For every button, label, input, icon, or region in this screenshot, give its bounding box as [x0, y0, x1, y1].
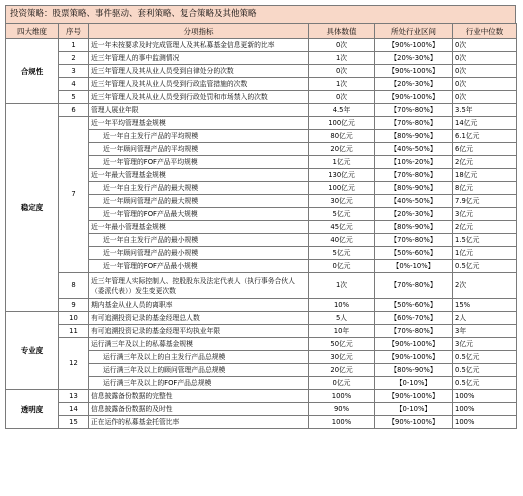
range-cell: 【90%-100%】: [375, 351, 453, 364]
table-row: [6, 416, 517, 429]
value-cell: 130亿元: [309, 169, 375, 182]
table-row: [6, 325, 517, 338]
median-cell: 0.5亿元: [453, 351, 517, 364]
table-row: [6, 338, 517, 351]
value-cell: 100亿元: [309, 117, 375, 130]
value-cell: 0亿元: [309, 377, 375, 390]
indicator-cell: 近一年最大管理基金规模: [89, 169, 309, 182]
median-cell: 18亿元: [453, 169, 517, 182]
value-cell: 90%: [309, 403, 375, 416]
row-number-cell: 9: [59, 299, 89, 312]
median-cell: 2亿元: [453, 156, 517, 169]
table-row: [6, 117, 517, 130]
row-number-cell: 8: [59, 273, 89, 299]
median-cell: 0次: [453, 52, 517, 65]
range-cell: 【70%-80%】: [375, 273, 453, 299]
value-cell: 1次: [309, 52, 375, 65]
report-container: [5, 5, 516, 429]
value-cell: 0次: [309, 39, 375, 52]
dimension-cell: 专业度: [6, 312, 59, 390]
range-cell: 【0%-10%】: [375, 260, 453, 273]
median-cell: 3.5年: [453, 104, 517, 117]
range-cell: 【90%-100%】: [375, 39, 453, 52]
median-cell: 3亿元: [453, 338, 517, 351]
range-cell: 【90%-100%】: [375, 338, 453, 351]
range-cell: 【80%-90%】: [375, 182, 453, 195]
value-cell: 5亿元: [309, 247, 375, 260]
row-number-cell: 11: [59, 325, 89, 338]
indicator-cell: 近一年未按要求及时完成管理人及其私募基金信息更新的比率: [89, 39, 309, 52]
row-number-cell: 12: [59, 338, 89, 390]
median-cell: 3亿元: [453, 208, 517, 221]
header-value: 具体数值: [309, 24, 375, 39]
value-cell: 0次: [309, 65, 375, 78]
indicator-cell: 近一年平均管理基金规模: [89, 117, 309, 130]
median-cell: 100%: [453, 390, 517, 403]
indicator-cell: 近三年管理人的事中监测情况: [89, 52, 309, 65]
range-cell: 【60%-70%】: [375, 312, 453, 325]
table-row: [6, 65, 517, 78]
table-row: [6, 312, 517, 325]
indicator-cell: 信息披露备份数据的完整性: [89, 390, 309, 403]
row-number-cell: 7: [59, 117, 89, 273]
indicator-cell: 近三年管理人及其从业人员受到行政处罚和市场禁入的次数: [89, 91, 309, 104]
median-cell: 6.1亿元: [453, 130, 517, 143]
indicator-cell: 近一年自主发行产品的平均规模: [89, 130, 309, 143]
indicator-cell: 期内基金从业人员的离职率: [89, 299, 309, 312]
indicator-cell: 运行满三年及以上的FOF产品总规模: [89, 377, 309, 390]
indicator-cell: 近一年管理的FOF产品最小规模: [89, 260, 309, 273]
indicator-cell: 运行满三年及以上的自主发行产品总规模: [89, 351, 309, 364]
indicator-cell: 运行满三年及以上的顾问管理产品总规模: [89, 364, 309, 377]
dimension-cell: 稳定度: [6, 104, 59, 312]
value-cell: 4.5年: [309, 104, 375, 117]
header-number: 序号: [59, 24, 89, 39]
table-row: [6, 390, 517, 403]
indicator-cell: 近一年管理的FOF产品最大规模: [89, 208, 309, 221]
median-cell: 0次: [453, 91, 517, 104]
header-dimension: 四大维度: [6, 24, 59, 39]
range-cell: 【70%-80%】: [375, 234, 453, 247]
row-number-cell: 10: [59, 312, 89, 325]
range-cell: 【50%-60%】: [375, 247, 453, 260]
median-cell: 6亿元: [453, 143, 517, 156]
median-cell: 0.5亿元: [453, 260, 517, 273]
table-row: [6, 52, 517, 65]
table-row: [6, 273, 517, 299]
table-row: [6, 39, 517, 52]
row-number-cell: 1: [59, 39, 89, 52]
median-cell: 14亿元: [453, 117, 517, 130]
indicator-cell: 近一年最小管理基金规模: [89, 221, 309, 234]
table-row: [6, 299, 517, 312]
row-number-cell: 2: [59, 52, 89, 65]
header-row: [6, 24, 517, 39]
header-range: 所处行业区间: [375, 24, 453, 39]
row-number-cell: 13: [59, 390, 89, 403]
row-number-cell: 14: [59, 403, 89, 416]
row-number-cell: 5: [59, 91, 89, 104]
median-cell: 1.5亿元: [453, 234, 517, 247]
range-cell: 【0-10%】: [375, 377, 453, 390]
value-cell: 45亿元: [309, 221, 375, 234]
value-cell: 30亿元: [309, 195, 375, 208]
range-cell: 【40%-50%】: [375, 195, 453, 208]
value-cell: 100%: [309, 416, 375, 429]
table-row: [6, 104, 517, 117]
value-cell: 20亿元: [309, 364, 375, 377]
range-cell: 【0-10%】: [375, 403, 453, 416]
value-cell: 100亿元: [309, 182, 375, 195]
value-cell: 5亿元: [309, 208, 375, 221]
range-cell: 【90%-100%】: [375, 390, 453, 403]
value-cell: 0次: [309, 91, 375, 104]
range-cell: 【80%-90%】: [375, 130, 453, 143]
median-cell: 0.5亿元: [453, 377, 517, 390]
header-median: 行业中位数: [453, 24, 517, 39]
indicator-cell: 正在运作的私募基金托管比率: [89, 416, 309, 429]
median-cell: 0.5亿元: [453, 364, 517, 377]
range-cell: 【40%-50%】: [375, 143, 453, 156]
median-cell: 2亿元: [453, 221, 517, 234]
range-cell: 【90%-100%】: [375, 65, 453, 78]
median-cell: 15%: [453, 299, 517, 312]
range-cell: 【20%-30%】: [375, 208, 453, 221]
indicator-cell: 近三年管理人实际控制人、控股股东及法定代表人（执行事务合伙人（委派代表））发生变更次数: [89, 273, 309, 299]
range-cell: 【90%-100%】: [375, 91, 453, 104]
range-cell: 【20%-30%】: [375, 78, 453, 91]
range-cell: 【70%-80%】: [375, 169, 453, 182]
row-number-cell: 4: [59, 78, 89, 91]
value-cell: 1次: [309, 273, 375, 299]
indicator-cell: 近一年自主发行产品的最小规模: [89, 234, 309, 247]
value-cell: 80亿元: [309, 130, 375, 143]
table-row: [6, 78, 517, 91]
median-cell: 2人: [453, 312, 517, 325]
range-cell: 【70%-80%】: [375, 325, 453, 338]
indicator-cell: 近一年顾问管理产品的最大规模: [89, 195, 309, 208]
indicator-cell: 近一年管理的FOF产品平均规模: [89, 156, 309, 169]
range-cell: 【20%-30%】: [375, 52, 453, 65]
median-cell: 0次: [453, 65, 517, 78]
row-number-cell: 15: [59, 416, 89, 429]
value-cell: 40亿元: [309, 234, 375, 247]
value-cell: 1次: [309, 78, 375, 91]
value-cell: 30亿元: [309, 351, 375, 364]
median-cell: 100%: [453, 403, 517, 416]
value-cell: 1亿元: [309, 156, 375, 169]
dimension-cell: 合规性: [6, 39, 59, 104]
dimension-cell: 透明度: [6, 390, 59, 429]
median-cell: 8亿元: [453, 182, 517, 195]
range-cell: 【70%-80%】: [375, 104, 453, 117]
table-body: [6, 39, 517, 429]
value-cell: 0亿元: [309, 260, 375, 273]
indicator-cell: 有可追溯投资记录的基金经理平均执业年限: [89, 325, 309, 338]
range-cell: 【50%-60%】: [375, 299, 453, 312]
median-cell: 7.9亿元: [453, 195, 517, 208]
median-cell: 100%: [453, 416, 517, 429]
indicator-cell: 管理人展业年限: [89, 104, 309, 117]
median-cell: 0次: [453, 39, 517, 52]
row-number-cell: 6: [59, 104, 89, 117]
row-number-cell: 3: [59, 65, 89, 78]
indicator-cell: 近一年自主发行产品的最大规模: [89, 182, 309, 195]
value-cell: 20亿元: [309, 143, 375, 156]
range-cell: 【70%-80%】: [375, 117, 453, 130]
strategy-caption: 投资策略：股票策略、事件驱动、套利策略、复合策略及其他策略: [5, 5, 516, 23]
indicator-cell: 近三年管理人及其从业人员受到行政监管措施的次数: [89, 78, 309, 91]
value-cell: 5人: [309, 312, 375, 325]
table-row: [6, 91, 517, 104]
indicator-cell: 有可追溯投资记录的基金经理总人数: [89, 312, 309, 325]
table-row: [6, 403, 517, 416]
median-cell: 2次: [453, 273, 517, 299]
value-cell: 100%: [309, 390, 375, 403]
indicator-cell: 运行满三年及以上的私募基金规模: [89, 338, 309, 351]
header-indicator: 分项指标: [89, 24, 309, 39]
range-cell: 【80%-90%】: [375, 364, 453, 377]
indicator-cell: 信息披露备份数据的及时性: [89, 403, 309, 416]
metrics-table: [5, 23, 517, 429]
range-cell: 【10%-20%】: [375, 156, 453, 169]
indicator-cell: 近一年顾问管理产品的平均规模: [89, 143, 309, 156]
value-cell: 10%: [309, 299, 375, 312]
indicator-cell: 近一年顾问管理产品的最小规模: [89, 247, 309, 260]
value-cell: 10年: [309, 325, 375, 338]
range-cell: 【80%-90%】: [375, 221, 453, 234]
median-cell: 0次: [453, 78, 517, 91]
indicator-cell: 近三年管理人及其从业人员受到自律处分的次数: [89, 65, 309, 78]
value-cell: 50亿元: [309, 338, 375, 351]
median-cell: 3年: [453, 325, 517, 338]
median-cell: 1亿元: [453, 247, 517, 260]
range-cell: 【90%-100%】: [375, 416, 453, 429]
